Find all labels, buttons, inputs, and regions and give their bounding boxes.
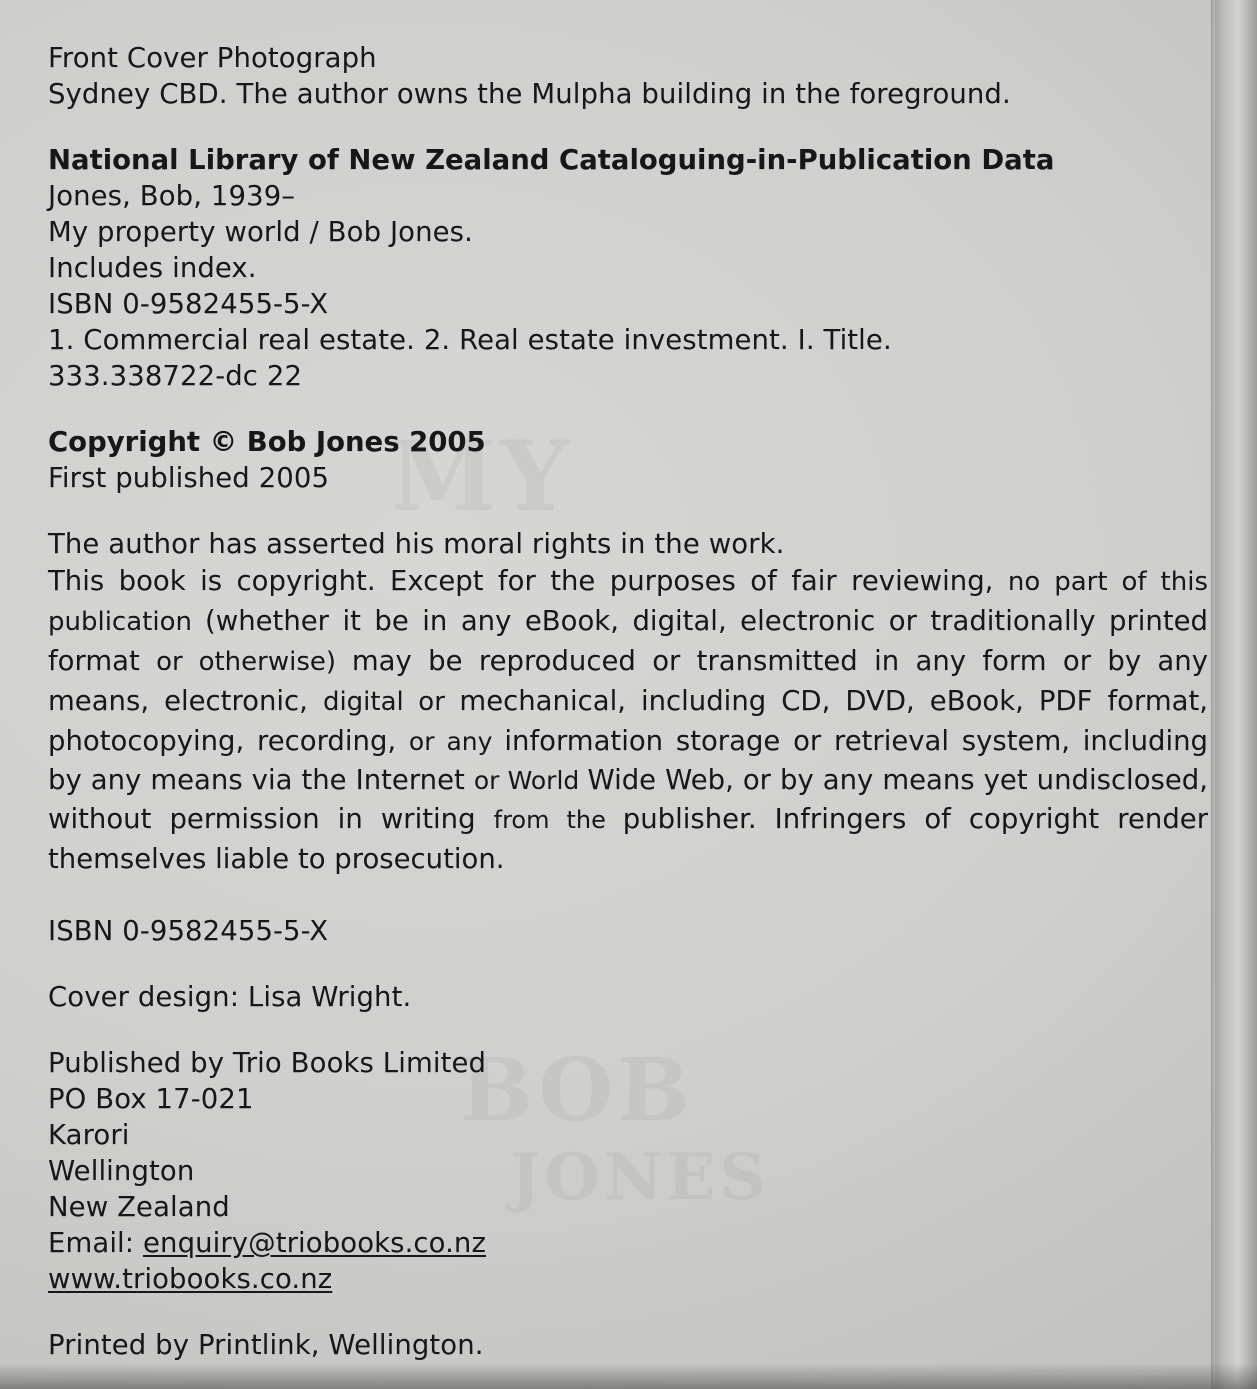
publisher-website-line [48,1261,1213,1297]
cip-line-title: My property world / Bob Jones. [48,216,473,248]
publisher-suburb-line: Karori [48,1119,130,1151]
spacer [48,496,1213,526]
book-page-edge [1215,0,1257,1389]
cip-line-author: Jones, Bob, 1939– [48,180,296,212]
copyright-block [48,424,1213,496]
rights-block [48,526,1213,879]
cip-heading: National Library of New Zealand Cataloguing-in-Publication Data [48,144,1055,176]
spacer [48,879,1213,913]
publisher-email-line [48,1225,1213,1261]
publisher-block [48,1045,1213,1297]
notice-seg-8: or any [408,727,505,756]
cip-block [48,142,1213,394]
notice-seg-4: or otherwise) [156,647,352,677]
notice-seg-13: publisher. Infringers of copyright render themselves liable to prosecution. [48,803,1209,875]
notice-seg-1: This book is copyright. Except for the purposes of fair reviewing, [48,565,1008,597]
publisher-city-line: Wellington [48,1155,195,1187]
notice-seg-11: Wide Web, or by any means yet undisclosed, without permission in writing [48,764,1208,835]
spacer [48,394,1213,424]
notice-seg-7: mechanical, including CD, DVD, eBook, PDF format, photocopying, recording, [48,685,1208,757]
publisher-country-line: New Zealand [48,1191,230,1223]
printer-line: Printed by Printlink, Wellington. [48,1329,484,1361]
spacer [48,112,1213,142]
spacer [48,1297,1213,1327]
notice-seg-12: from the [493,806,623,834]
cip-line-index: Includes index. [48,252,257,284]
notice-seg-6: digital or [322,687,460,717]
notice-seg-9: information storage or retrieval system, including by any means via the Internet [48,725,1208,796]
cip-line-subjects: 1. Commercial real estate. 2. Real estate investment. I. Title. [48,324,892,356]
notice-seg-10: or World [473,766,588,795]
cip-line-dewey: 333.338722-dc 22 [48,360,303,392]
publisher-pobox-line: PO Box 17-021 [48,1083,254,1115]
notice-seg-5: may be reproduced or transmitted in any form or by any means, electronic, [48,645,1208,717]
front-cover-photo-caption: Sydney CBD. The author owns the Mulpha building in the foreground. [48,78,1011,110]
isbn-line: ISBN 0-9582455-5-X [48,915,329,947]
spacer [48,1015,1213,1045]
publisher-name-line: Published by Trio Books Limited [48,1047,487,1079]
email-address-link[interactable]: enquiry@triobooks.co.nz [143,1227,486,1259]
moral-rights-line: The author has asserted his moral rights in the work. [48,528,785,560]
cover-design-line: Cover design: Lisa Wright. [48,981,412,1013]
notice-seg-2: no part of this publication [48,567,1208,637]
copyright-heading: Copyright © Bob Jones 2005 [48,426,486,458]
front-cover-photo-block [48,40,1213,112]
email-label: Email: [48,1227,144,1259]
website-link[interactable]: www.triobooks.co.nz [48,1263,333,1295]
copyright-notice-paragraph [48,562,1208,879]
cip-line-isbn: ISBN 0-9582455-5-X [48,288,329,320]
bottom-edge-shadow [0,1363,1257,1389]
notice-seg-3: (whether it be in any eBook, digital, electronic or traditionally printed format [48,605,1208,677]
first-published-line: First published 2005 [48,462,330,494]
page-text-content [48,40,1213,1363]
spacer [48,949,1213,979]
front-cover-photo-heading: Front Cover Photograph [48,42,377,74]
